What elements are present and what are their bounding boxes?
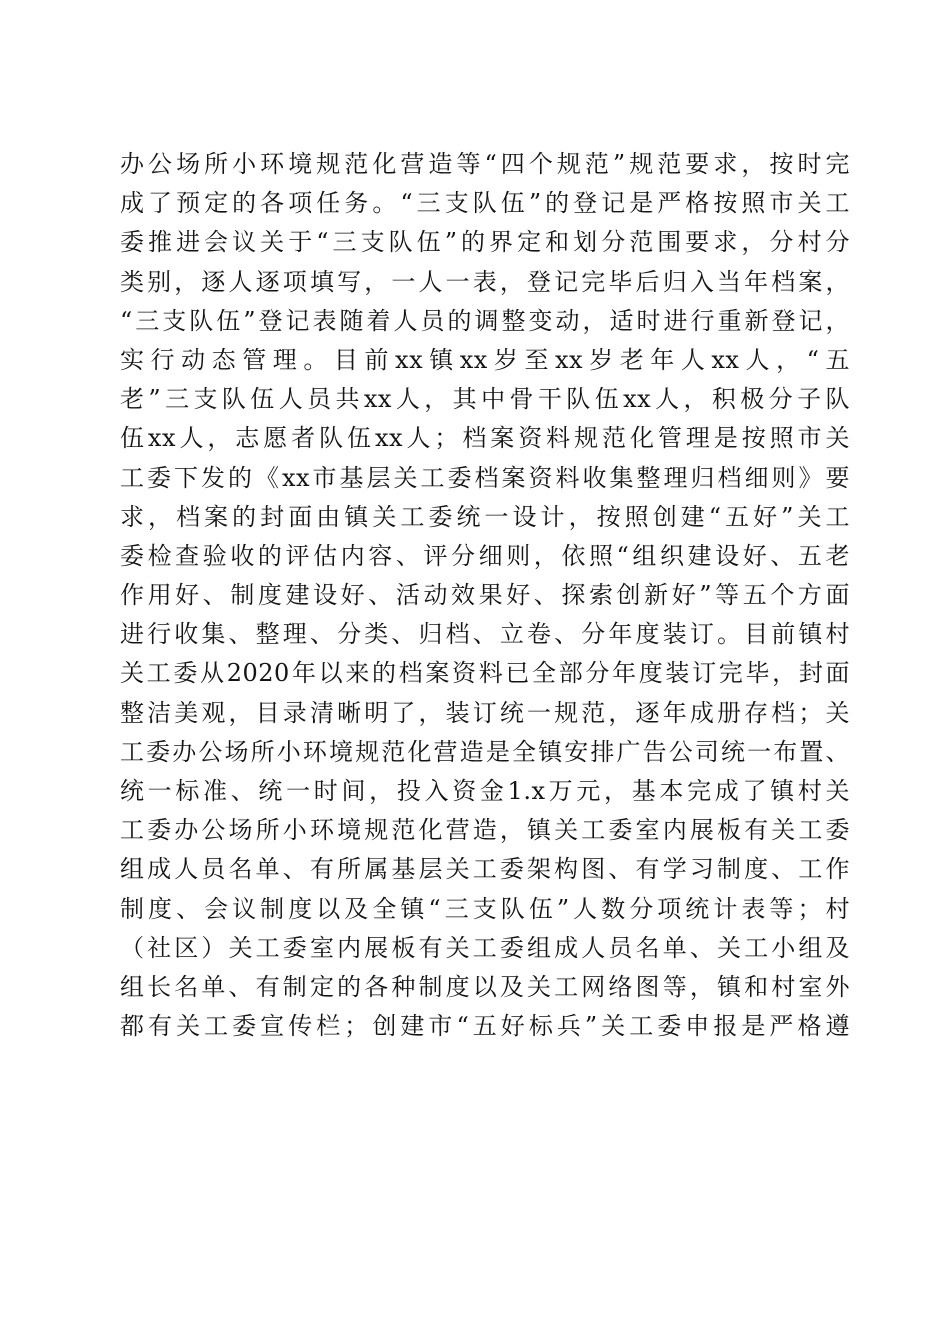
text-line: 求，档案的封面由镇关工委统一设计，按照创建“五好”关工 [120,502,850,531]
text-line: 委检查验收的评估内容、评分细则，依照“组织建设好、五老 [120,541,850,570]
text-line: 组长名单、有制定的各种制度以及关工网络图等，镇和村室外 [120,972,850,1001]
text-line: 作用好、制度建设好、活动效果好、探索创新好”等五个方面 [120,581,850,610]
text-line: 委推进会议关于“三支队伍”的界定和划分范围要求，分村分 [120,228,850,257]
body-paragraph [120,145,850,1046]
text-line: 制度、会议制度以及全镇“三支队伍”人数分项统计表等；村 [120,894,850,923]
text-line: 关工委从2020年以来的档案资料已全部分年度装订完毕，封面 [120,659,850,688]
text-line: 老”三支队伍人员共xx人，其中骨干队伍xx人，积极分子队 [120,385,850,414]
text-line: 实行动态管理。目前xx镇xx岁至xx岁老年人xx人，“五 [120,345,850,374]
text-line: 统一标准、统一时间，投入资金1.x万元，基本完成了镇村关 [120,777,850,805]
text-line: 工委下发的《xx市基层关工委档案资料收集整理归档细则》要 [120,463,850,492]
text-line: 进行收集、整理、分类、归档、立卷、分年度装订。目前镇村 [120,620,850,649]
text-line: 伍xx人，志愿者队伍xx人；档案资料规范化管理是按照市关 [120,424,850,453]
text-line: 工委办公场所小环境规范化营造是全镇安排广告公司统一布置、 [120,737,850,766]
text-line: 类别，逐人逐项填写，一人一表，登记完毕后归入当年档案， [120,267,850,296]
text-line: 成了预定的各项任务。“三支队伍”的登记是严格按照市关工 [120,189,850,218]
text-line: “三支队伍”登记表随着人员的调整变动，适时进行重新登记， [120,306,850,335]
text-line: 都有关工委宣传栏；创建市“五好标兵”关工委申报是严格遵 [120,1012,850,1041]
text-line: 工委办公场所小环境规范化营造，镇关工委室内展板有关工委 [120,816,850,845]
text-line: 整洁美观，目录清晰明了，装订统一规范，逐年成册存档；关 [120,698,850,727]
text-line: 办公场所小环境规范化营造等“四个规范”规范要求，按时完 [120,150,850,178]
text-line: （社区）关工委室内展板有关工委组成人员名单、关工小组及 [120,933,850,962]
text-line: 组成人员名单、有所属基层关工委架构图、有学习制度、工作 [120,855,850,884]
